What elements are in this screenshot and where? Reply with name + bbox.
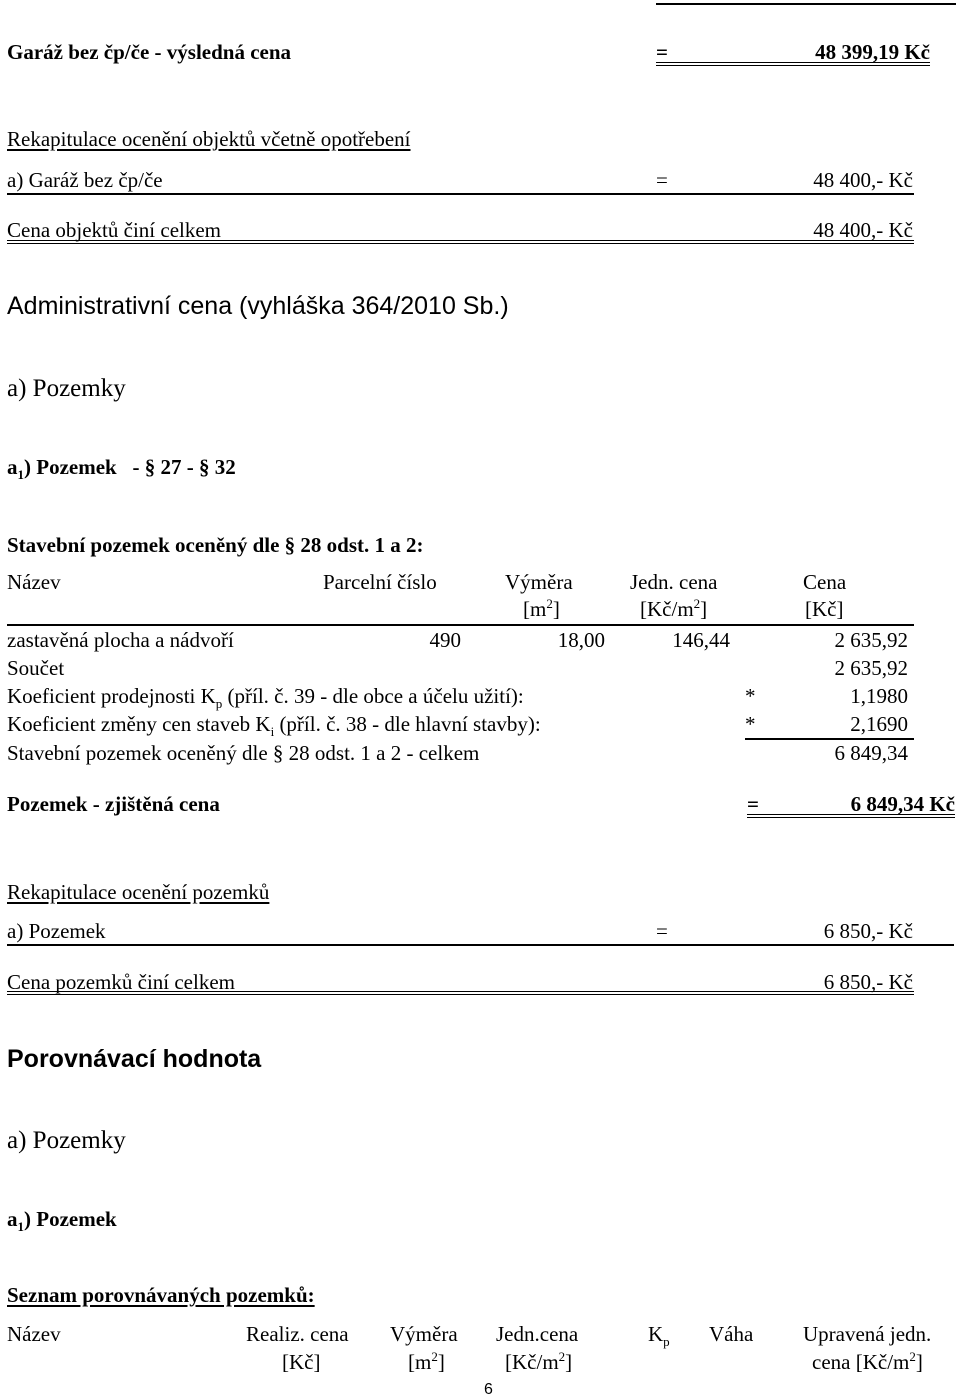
recap-land-rule bbox=[7, 944, 954, 946]
comp-header-kp: $K_p$ bbox=[648, 1322, 670, 1350]
comp-header-weight: Váha bbox=[709, 1322, 754, 1346]
comp-header-realiz-unit: [Kč] bbox=[282, 1350, 321, 1374]
recap-land-total-label: Cena pozemků činí celkem bbox=[7, 970, 235, 994]
land-row-area: 18,00 bbox=[557, 628, 605, 652]
top-rule bbox=[656, 3, 956, 5]
land-total-label: Stavební pozemek oceněný dle § 28 odst. 1 a 2 - celkem bbox=[7, 741, 480, 765]
garage-result-double-rule bbox=[656, 62, 930, 66]
land-title: Stavební pozemek oceněný dle § 28 odst. 1 a 2: bbox=[7, 533, 424, 557]
land-result-double-rule bbox=[747, 814, 955, 818]
garage-result-eq: = bbox=[656, 40, 668, 64]
recap-land-title: Rekapitulace ocenění pozemků bbox=[7, 880, 270, 904]
comp-header-adjusted: Upravená jedn. bbox=[803, 1322, 932, 1346]
recap-objects-item-label: a) Garáž bez čp/če bbox=[7, 168, 163, 192]
land-row-unit-price: 146,44 bbox=[672, 628, 730, 652]
garage-result-value: 48 399,19 Kč bbox=[815, 40, 930, 64]
recap-land-item-eq: = bbox=[656, 919, 668, 943]
land-header-price-unit: [Kč] bbox=[805, 597, 844, 621]
garage-result-label: Garáž bez čp/če - výsledná cena bbox=[7, 40, 292, 64]
recap-objects-rule bbox=[7, 193, 914, 195]
admin-heading: Administrativní cena (vyhláška 364/2010 Sb.) bbox=[7, 292, 509, 320]
recap-objects-total-double-rule bbox=[7, 240, 914, 244]
land-header-area: Výměra bbox=[505, 570, 573, 594]
comparison-list-title: Seznam porovnávaných pozemků: bbox=[7, 1283, 315, 1307]
comp-header-adjusted-unit: cena $[Kč/m^2]$ bbox=[812, 1349, 923, 1374]
land-header-unit-price-unit: $[Kč/m^2]$ bbox=[640, 596, 708, 621]
land-result-label: Pozemek - zjištěná cena bbox=[7, 792, 220, 816]
comp-header-area-unit: $[m^2]$ bbox=[408, 1349, 445, 1374]
comparison-heading: Porovnávací hodnota bbox=[7, 1045, 262, 1073]
comp-header-unit-price-unit: $[Kč/m^2]$ bbox=[505, 1349, 573, 1374]
recap-land-item-value: 6 850,- Kč bbox=[823, 919, 913, 943]
recap-land-total-double-rule bbox=[7, 991, 914, 995]
land-header-price: Cena bbox=[803, 570, 847, 594]
land-row-parcel: 490 bbox=[429, 628, 461, 652]
land-kp-star: * bbox=[745, 684, 756, 708]
land-result-value: 6 849,34 Kč bbox=[850, 792, 955, 816]
land-kp-value: 1,1980 bbox=[850, 684, 908, 708]
comp-header-name: Název bbox=[7, 1322, 61, 1346]
recap-objects-total-label: Cena objektů činí celkem bbox=[7, 218, 222, 242]
comp-header-area: Výměra bbox=[390, 1322, 458, 1346]
page-number: 6 bbox=[484, 1381, 493, 1398]
recap-objects-total-value: 48 400,- Kč bbox=[813, 218, 913, 242]
recap-land-total-value: 6 850,- Kč bbox=[823, 970, 913, 994]
comparison-sub-heading: a) Pozemky bbox=[7, 1127, 126, 1154]
land-header-name: Název bbox=[7, 570, 61, 594]
land-sum-label: Součet bbox=[7, 656, 65, 680]
recap-objects-item-eq: = bbox=[656, 168, 668, 192]
admin-a1-heading: $a_1$) Pozemek - § 27 - § 32 bbox=[7, 455, 236, 483]
land-kp-label: Koeficient prodejnosti $K_p$ (příl. č. 39 - dle obce a účelu užití): bbox=[7, 684, 524, 712]
land-sum-value: 2 635,92 bbox=[834, 656, 908, 680]
land-row-price: 2 635,92 bbox=[834, 628, 908, 652]
recap-objects-item-value: 48 400,- Kč bbox=[813, 168, 913, 192]
land-ki-label: Koeficient změny cen staveb $K_i$ (příl. č. 38 - dle hlavní stavby): bbox=[7, 712, 541, 740]
comp-header-unit-price: Jedn.cena bbox=[496, 1322, 579, 1346]
land-ki-value: 2,1690 bbox=[850, 712, 908, 736]
land-header-rule bbox=[7, 624, 914, 626]
land-header-area-unit: $[m^2]$ bbox=[523, 596, 560, 621]
recap-land-item-label: a) Pozemek bbox=[7, 919, 106, 943]
land-total-value: 6 849,34 bbox=[834, 741, 908, 765]
recap-objects-title: Rekapitulace ocenění objektů včetně opotřebení bbox=[7, 127, 411, 151]
admin-sub-heading: a) Pozemky bbox=[7, 375, 126, 402]
land-ki-rule bbox=[745, 738, 914, 740]
comp-header-realiz: Realiz. cena bbox=[246, 1322, 349, 1346]
comparison-a1-heading: $a_1$) Pozemek bbox=[7, 1207, 117, 1235]
land-row-name: zastavěná plocha a nádvoří bbox=[7, 628, 234, 652]
land-header-unit-price: Jedn. cena bbox=[630, 570, 718, 594]
land-header-parcel: Parcelní číslo bbox=[323, 570, 437, 594]
land-result-eq: = bbox=[747, 792, 759, 816]
land-ki-star: * bbox=[745, 712, 756, 736]
